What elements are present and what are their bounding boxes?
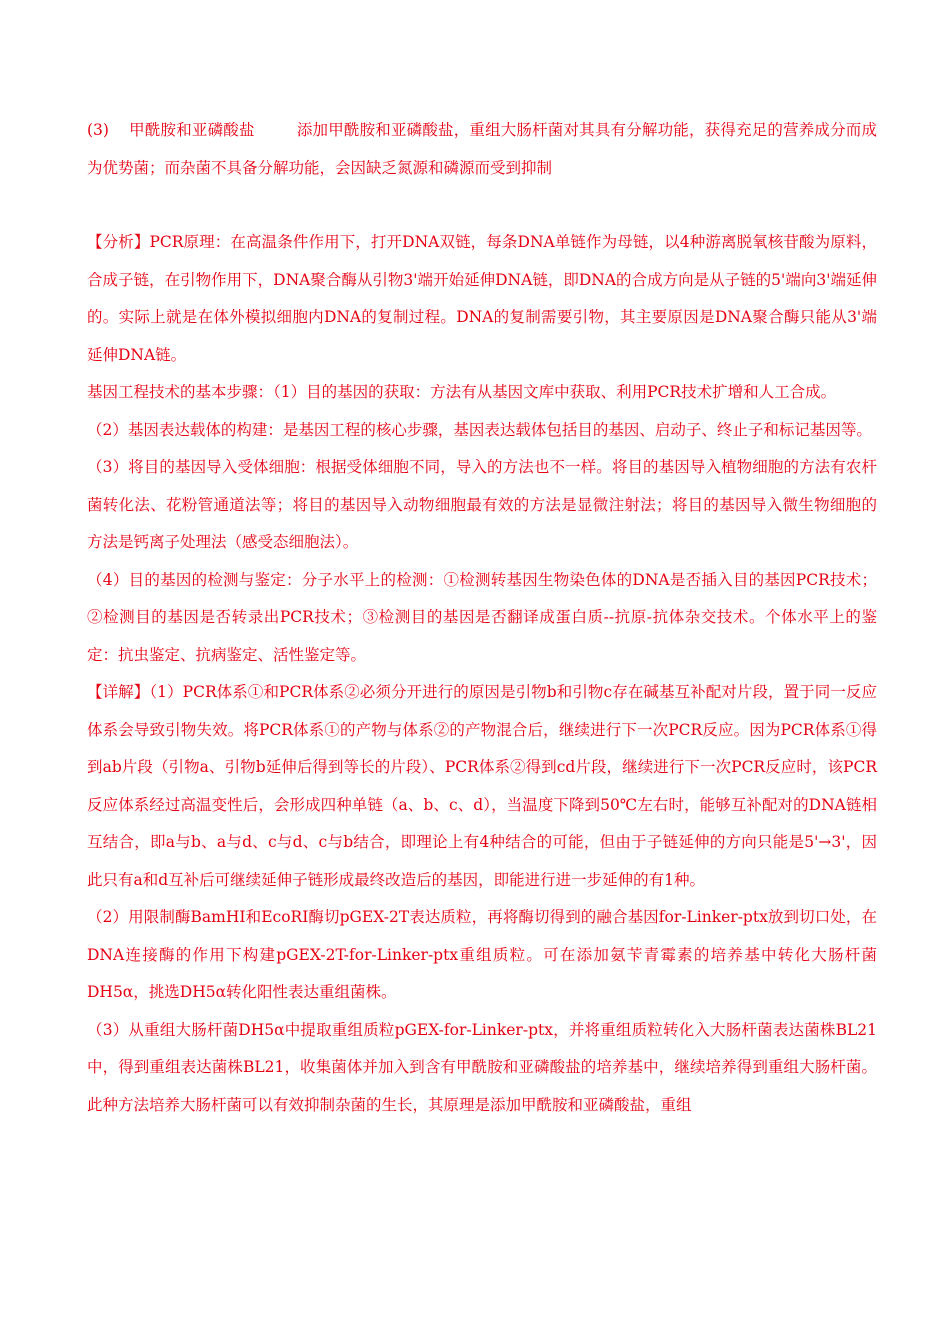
answer-3	[87, 112, 877, 187]
detail-part-1	[87, 674, 877, 899]
answer-short: 甲酰胺和亚磷酸盐	[129, 121, 255, 139]
analysis-step-2: （2）基因表达载体的构建：是基因工程的核心步骤，基因表达载体包括目的基因、启动子、终止子和标记基因等。	[87, 420, 872, 439]
analysis-pcr-principle	[87, 224, 877, 374]
analysis-step-4: （4）目的基因的检测与鉴定：分子水平上的检测：①检测转基因生物染色体的DNA是否插入目的基因PCR技术；②检测目的基因是否转录出PCR技术；③检测目的基因是否翻译成蛋白质--抗原-抗体杂交技术。个体水平上的鉴定：抗虫鉴定、抗病鉴定、活性鉴定等。	[87, 570, 877, 664]
section-gap	[87, 187, 877, 224]
analysis-pcr-text: PCR原理：在高温条件作用下，打开DNA双链，每条DNA单链作为母链，以4种游离脱氧核苷酸为原料，合成子链，在引物作用下，DNA聚合酶从引物3'端开始延伸DNA链，即DNA的合成方向是从子链的5'端向3'端延伸的。实际上就是在体外模拟细胞内DNA的复制过程。DNA的复制需要引物，其主要原因是DNA聚合酶只能从3'端延伸DNA链。	[87, 233, 877, 364]
analysis-tag: 【分析】	[87, 233, 150, 251]
detail-part-3: （3）从重组大肠杆菌DH5α中提取重组质粒pGEX-for-Linker-ptx，并将重组质粒转化入大肠杆菌表达菌株BL21中，得到重组表达菌株BL21，收集菌体并加入到含有甲酰胺和亚磷酸盐的培养基中，继续培养得到重组大肠杆菌。此种方法培养大肠杆菌可以有效抑制杂菌的生长，其原理是添加甲酰胺和亚磷酸盐，重组	[87, 1020, 877, 1114]
detail-part-2: （2）用限制酶BamHI和EcoRI酶切pGEX-2T表达质粒，再将酶切得到的融合基因for-Linker-ptx放到切口处，在DNA连接酶的作用下构建pGEX-2T-for-Linker-ptx重组质粒。可在添加氨苄青霉素的培养基中转化大肠杆菌DH5α，挑选DH5α转化阳性表达重组菌株。	[87, 908, 877, 1001]
analysis-steps-intro: 基因工程技术的基本步骤：（1）目的基因的获取：方法有从基因文库中获取、利用PCR技术扩增和人工合成。	[87, 383, 837, 401]
answer-number: (3)	[87, 121, 109, 139]
detail-part-1-text: （1）PCR体系①和PCR体系②必须分开进行的原因是引物b和引物c存在碱基互补配对片段，置于同一反应体系会导致引物失效。将PCR体系①的产物与体系②的产物混合后，继续进行下一次PCR反应。因为PCR体系①得到ab片段（引物a、引物b延伸后得到等长的片段）、PCR体系②得到cd片段，继续进行下一次PCR反应时，该PCR反应体系经过高温变性后，会形成四种单链（a、b、c、d），当温度下降到50℃左右时，能够互补配对的DNA链相互结合，即a与b、a与d、c与d、c与b结合，即理论上有4种结合的可能，但由于子链延伸的方向只能是5'→3'，因此只有a和d互补后可继续延伸子链形成最终改造后的基因，即能进行进一步延伸的有1种。	[87, 683, 877, 889]
answer-explanation: 添加甲酰胺和亚磷酸盐，重组大肠杆菌对其具有分解功能，获得充足的营养成分而成为优势菌；而杂菌不具备分解功能，会因缺乏氮源和磷源而受到抑制	[87, 121, 877, 177]
answer-document	[87, 112, 877, 1124]
detail-tag: 【详解】	[87, 683, 150, 701]
analysis-step-3: （3）将目的基因导入受体细胞：根据受体细胞不同，导入的方法也不一样。将目的基因导入植物细胞的方法有农杆菌转化法、花粉管通道法等；将目的基因导入动物细胞最有效的方法是显微注射法；将目的基因导入微生物细胞的方法是钙离子处理法（感受态细胞法）。	[87, 458, 877, 551]
